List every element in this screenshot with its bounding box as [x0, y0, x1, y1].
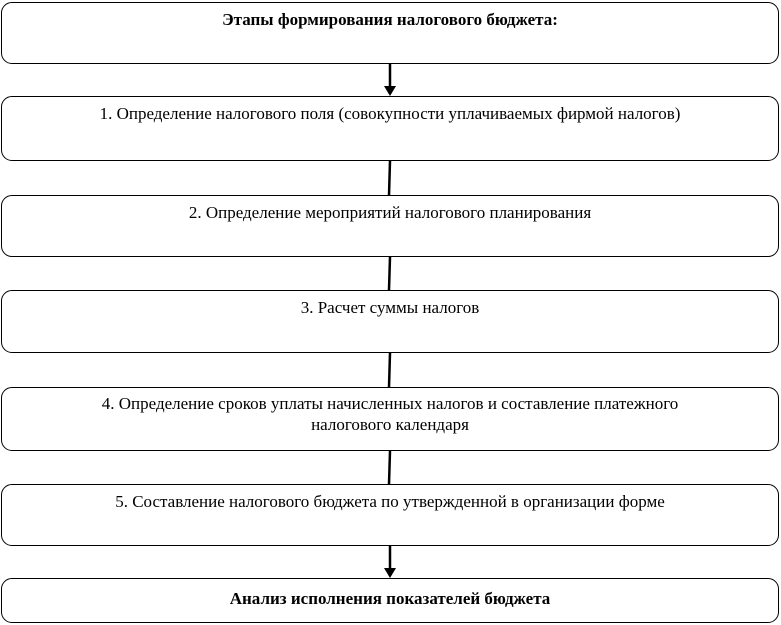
final-text: Анализ исполнения показателей бюджета [229, 589, 551, 608]
connector-step1-to-step2 [389, 161, 390, 195]
step-1-text: 1. Определение налогового поля (совокупности уплачиваемых фирмой налогов) [99, 104, 681, 123]
arrowhead-1 [384, 86, 396, 96]
step-box-4 [1, 387, 779, 451]
step-box-5 [1, 484, 779, 546]
step-2-text: 2. Определение мероприятий налогового планирования [188, 203, 592, 222]
step-3-text: 3. Расчет суммы налогов [300, 298, 480, 317]
step-box-3 [1, 290, 779, 353]
step-box-2 [1, 195, 779, 257]
final-box [1, 578, 779, 623]
title-text: Этапы формирования налогового бюджета: [222, 10, 558, 29]
connector-step2-to-step3 [389, 257, 390, 290]
step-box-1 [1, 96, 779, 161]
step-4-text-line2: налогового календаря [311, 415, 469, 434]
title-box [1, 2, 779, 64]
step-4-text-line1: 4. Определение сроков уплаты начисленных налогов и составление платежного [101, 394, 679, 413]
connector-step4-to-step5 [389, 451, 390, 484]
step-5-text: 5. Составление налогового бюджета по утвержденной в организации форме [115, 492, 665, 511]
arrowhead-2 [384, 568, 396, 578]
connector-step3-to-step4 [389, 353, 390, 387]
